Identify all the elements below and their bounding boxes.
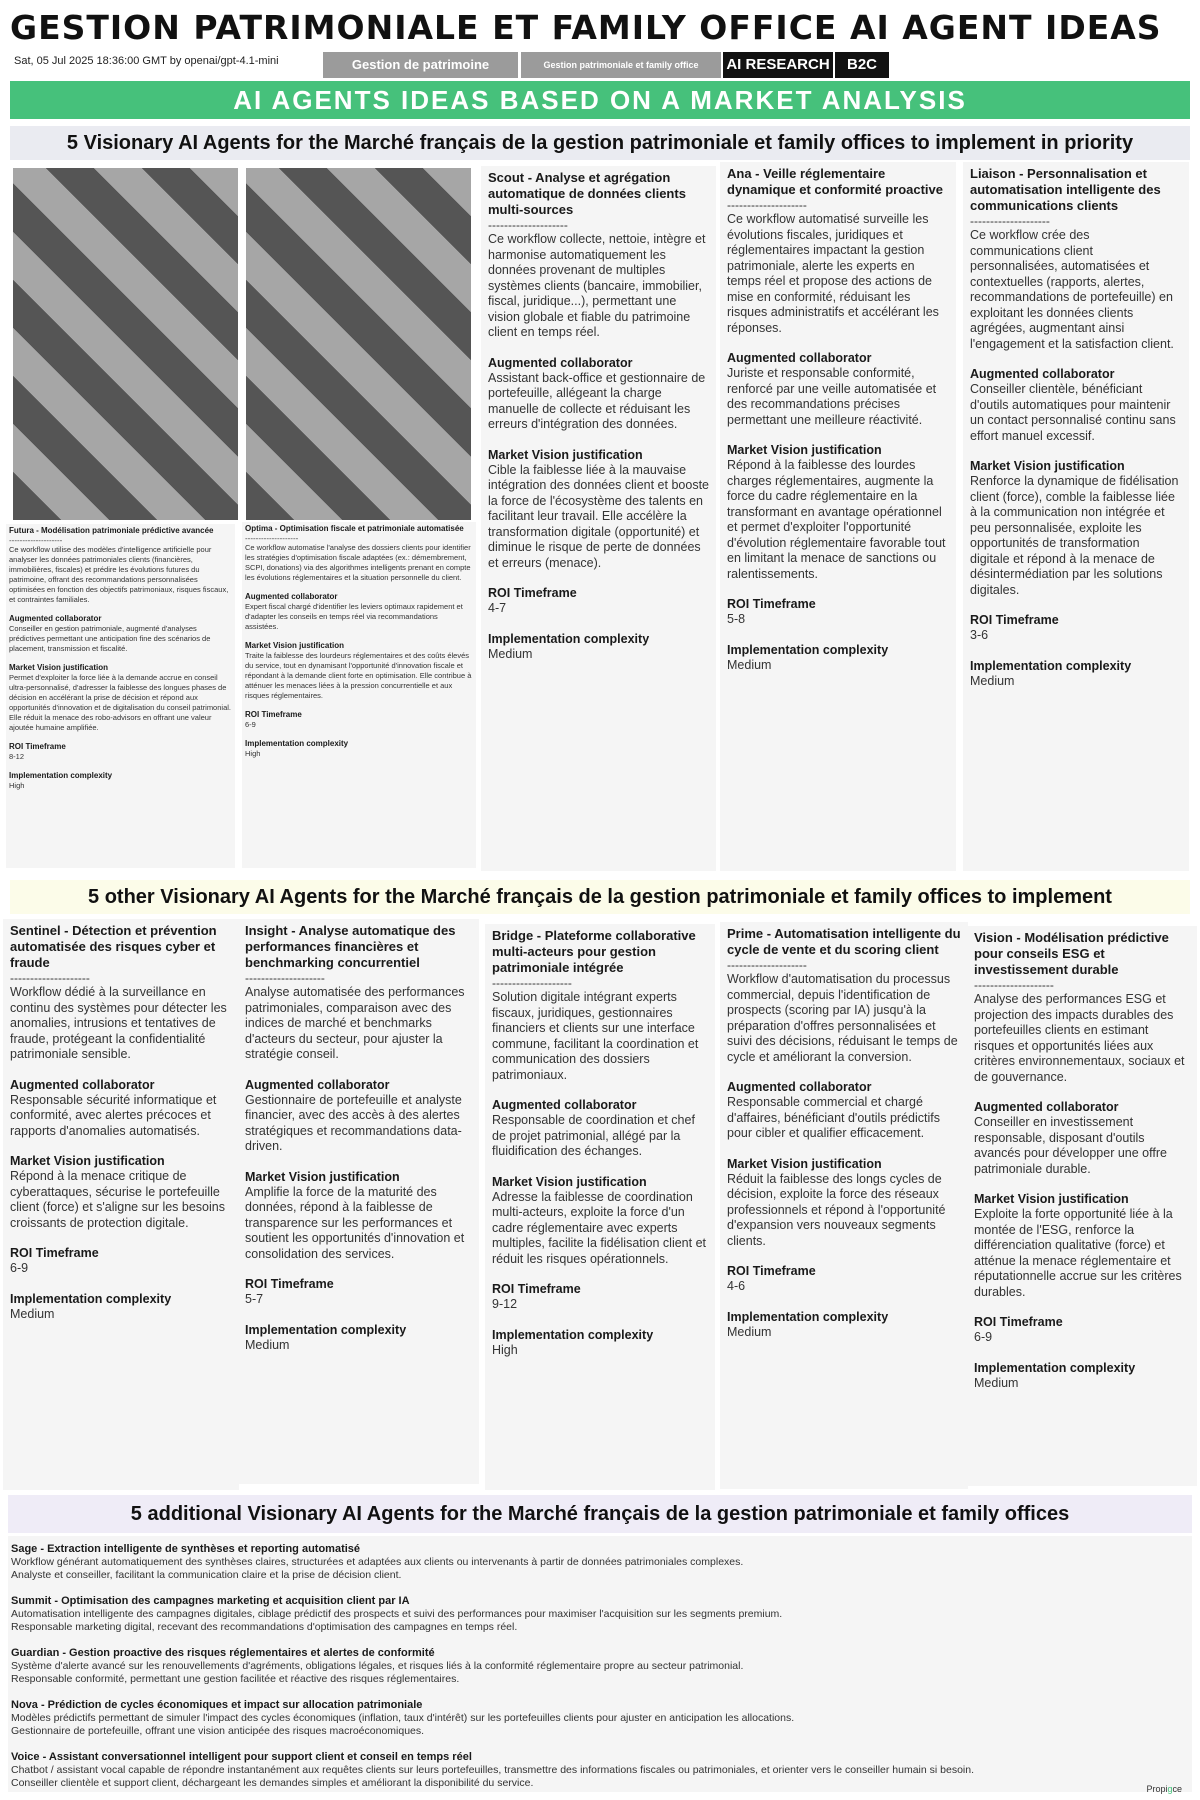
market-vision-text: Amplifie la force de la maturité des données, répond à la faiblesse de transparence sur les performances et soutient les opportunités d'innovation et consolidation des services. [245,1184,465,1261]
date-line: Sat, 05 Jul 2025 18:36:00 GMT by openai/gpt-4.1-mini [14,55,279,67]
tag-gestion-de-patrimoine[interactable]: Gestion de patrimoine [323,52,518,78]
collaborator-label: Augmented collaborator [245,1077,390,1092]
divider: -------------------- [488,218,568,232]
collaborator-text: Responsable sécurité informatique et conformité, avec alertes précoces et rapports d'anomalies automatisés. [10,1092,217,1138]
collaborator-label: Augmented collaborator [488,355,633,370]
agent-name: Liaison - Personnalisation et automatisation intelligente des communications clients [970,166,1161,213]
agent-name: Summit - Optimisation des campagnes marketing et acquisition client par IA [11,1595,410,1607]
banner: AI AGENTS IDEAS BASED ON A MARKET ANALYSIS [10,81,1190,119]
collaborator-text: Juriste et responsable conformité, renforcé par une veille automatisée et des recommandations précises permettant une meilleure réactivité. [727,366,937,427]
agent-name: Scout - Analyse et agrégation automatique de données clients multi-sources [488,170,686,217]
market-vision-text: Renforce la dynamique de fidélisation client (force), comble la faiblesse liée à la communication non intégrée et peu personnalisée, exploite les opportunités de transformation digitale et répond à la menace de désintermédiation par les solutions digitales. [970,474,1179,597]
collaborator-label: Augmented collaborator [970,367,1115,381]
section-additional-title: 5 additional Visionary AI Agents for the Marché français de la gestion patrimoniale et family offices [8,1495,1192,1533]
agent-description: Analyse des performances ESG et projection des impacts durables des portefeuilles clients en estimant risques et opportunités liées aux critères environnementaux, sociaux et de gouvernance. [974,992,1185,1084]
roi-label: ROI Timeframe [970,613,1059,627]
agent-description: Ce workflow crée des communications client personnalisées, automatisées et contextuelles (rapports, alertes, recommandations de portefeuille) en exploitant les données clients agrégées, augmentant ainsi l'engagement et la satisfaction client. [970,228,1174,351]
roi-value: 8-12 [9,752,25,761]
agent-card-sentinel [3,919,239,1490]
divider: -------------------- [727,958,807,972]
complexity-label: Implementation complexity [10,1291,172,1306]
market-vision-label: Market Vision justification [245,641,344,650]
collaborator-label: Augmented collaborator [727,1080,872,1094]
divider: -------------------- [10,971,90,985]
roi-value: 6-9 [10,1261,29,1275]
collaborator-text: Responsable de coordination et chef de projet patrimonial, allégé par la fluidification des échanges. [492,1113,695,1158]
collaborator-label: Augmented collaborator [10,1077,155,1092]
roi-label: ROI Timeframe [9,742,66,751]
complexity-value: Medium [488,646,533,661]
additional-agents-list [8,1536,1192,1792]
agent-card-optima [242,522,476,868]
tag-gestion-patrimoniale-family-office[interactable]: Gestion patrimoniale et family office [521,52,721,78]
agent-name: Vision - Modélisation prédictive pour conseils ESG et investissement durable [974,930,1169,977]
complexity-label: Implementation complexity [245,1322,407,1337]
divider: -------------------- [9,536,63,545]
divider: -------------------- [727,198,807,212]
collaborator-text: Expert fiscal chargé d'identifier les leviers optimaux rapidement et d'adapter les conseils en temps réel via recommandations assistées. [245,602,463,631]
agent-card-vision [967,926,1197,1486]
agent-collaborator: Responsable marketing digital, recevant des recommandations d'optimisation des campagnes en temps réel. [11,1621,518,1633]
market-vision-text: Adresse la faiblesse de coordination multi-acteurs, exploite la force d'un cadre réglementaire avec experts multiples, facilite la fidélisation client et réduit les risques opérationnels. [492,1189,706,1266]
agent-card-insight [238,919,479,1484]
list-item [11,1542,1189,1582]
complexity-value: High [492,1342,518,1357]
agent-description: Système d'alerte avancé sur les renouvellements d'agréments, obligations légales, et risques liés à la conformité réglementaire propre au secteur patrimonial. [11,1660,744,1672]
agent-collaborator: Responsable conformité, permettant une gestion facilitée et réactive des risques réglementaires. [11,1673,460,1685]
divider: -------------------- [245,971,325,985]
complexity-value: Medium [727,1324,772,1339]
complexity-label: Implementation complexity [970,658,1132,673]
market-vision-text: Cible la faiblesse liée à la mauvaise intégration des données client et booste la force de l'écosystème des talents en facilitant leur travail. Elle accélère la transformation digitale (opportunité) et diminue le risque de perte de données et erreurs (menace). [488,462,709,570]
agent-description: Ce workflow automatisé surveille les évolutions fiscales, juridiques et réglementaires impactant la gestion patrimoniale, alerte les experts en temps réel et propose des actions de mise en conformité, réduisant les risques administratifs et accélérant les réponses. [727,212,939,335]
agent-name: Bridge - Plateforme collaborative multi-acteurs pour gestion patrimoniale intégrée [492,928,696,975]
agent-name: Optima - Optimisation fiscale et patrimoniale automatisée [245,524,464,533]
divider: -------------------- [974,978,1054,992]
brand-logo[interactable] [1146,1784,1182,1794]
collaborator-text: Conseiller en gestion patrimoniale, augmenté d'analyses prédictives permettant une anticipation fine des scénarios de placement, transmission et fiscalité. [9,624,211,653]
section-priority-title: 5 Visionary AI Agents for the Marché français de la gestion patrimoniale et family offices to implement in priority [10,126,1190,160]
market-vision-text: Répond à la menace critique de cyberattaques, sécurise le portefeuille client (force) et s'aligne sur les besoins croissants de protection digitale. [10,1169,225,1230]
collaborator-text: Conseiller en investissement responsable, disposant d'outils avancés pour développer une offre patrimoniale durable. [974,1115,1167,1176]
section-other-title: 5 other Visionary AI Agents for the Marché français de la gestion patrimoniale et family offices to implement [10,880,1190,914]
collaborator-text: Assistant back-office et gestionnaire de portefeuille, allégeant la charge manuelle de collecte et réduisant les erreurs d'intégration des données. [488,370,706,431]
complexity-value: Medium [245,1337,290,1352]
page-title: GESTION PATRIMONIALE ET FAMILY OFFICE AI AGENT IDEAS [10,8,1162,47]
list-item [11,1594,1189,1634]
agent-description: Ce workflow utilise des modèles d'intelligence artificielle pour analyser les données patrimoniales clients (financières, immobilières, fiscales) et prédire les évolutions futures du patrimoine, offrant des recommandations personnalisées optimisées en fonction des objectifs patrimoniaux, risques fiscaux, et contraintes familiales. [9,545,229,604]
complexity-value: Medium [10,1306,55,1321]
agent-description: Workflow d'automatisation du processus commercial, depuis l'identification de prospects (scoring par IA) jusqu'à la préparation d'offres personnalisées et suivi des décisions, réduisant le temps de cycle et améliorant la conversion. [727,972,958,1064]
market-vision-label: Market Vision justification [245,1169,400,1184]
collaborator-label: Augmented collaborator [245,592,338,601]
collaborator-text: Responsable commercial et chargé d'affaires, bénéficiant d'outils prédictifs pour cibler et qualifier efficacement. [727,1095,940,1140]
agent-card-bridge [485,924,715,1490]
tag-b2c[interactable]: B2C [835,52,889,78]
complexity-label: Implementation complexity [9,771,113,780]
market-vision-label: Market Vision justification [727,443,882,457]
brand-text-a: Propi [1146,1784,1168,1794]
market-vision-text: Exploite la forte opportunité liée à la montée de l'ESG, renforce la différenciation qualitative (force) et atténue la menace réglementaire et réputationnelle accrue sur les critères durables. [974,1207,1182,1299]
roi-label: ROI Timeframe [245,710,302,719]
agent-description: Analyse automatisée des performances patrimoniales, comparaison avec des indices de marché et benchmarks d'acteurs du secteur, pour ajuster la stratégie conseil. [245,985,465,1061]
list-item [11,1646,1189,1686]
market-vision-label: Market Vision justification [488,447,643,462]
agent-description: Workflow générant automatiquement des synthèses claires, structurées et adaptées aux clients ou intervenants à partir de données patrimoniales complexes. [11,1556,744,1568]
agent-name: Futura - Modélisation patrimoniale prédictive avancée [9,526,214,535]
list-item [11,1698,1189,1738]
collaborator-text: Conseiller clientèle, bénéficiant d'outils automatiques pour maintenir un contact personnalisé continu sans effort manuel excessif. [970,382,1176,443]
agent-card-ana [720,162,956,871]
roi-label: ROI Timeframe [488,586,577,600]
agent-description: Automatisation intelligente des campagnes digitales, ciblage prédictif des prospects et suivi des performances pour maximiser l'acquisition sur les segments premium. [11,1608,783,1620]
agent-name: Guardian - Gestion proactive des risques réglementaires et alertes de conformité [11,1647,435,1659]
roi-label: ROI Timeframe [727,597,816,611]
complexity-label: Implementation complexity [727,642,889,657]
roi-value: 3-6 [970,628,989,642]
agent-card-scout [481,166,716,871]
tag-ai-research[interactable]: AI RESEARCH [723,52,833,78]
complexity-value: Medium [974,1375,1019,1390]
market-vision-label: Market Vision justification [970,459,1125,473]
roi-value: 5-8 [727,612,746,626]
agent-card-liaison [963,162,1189,871]
market-vision-label: Market Vision justification [974,1192,1129,1206]
agent-collaborator: Conseiller clientèle et support client, déchargeant les demandes simples et améliorant la disponibilité du service. [11,1777,534,1789]
complexity-label: Implementation complexity [245,739,349,748]
complexity-value: High [9,781,25,790]
agent-name: Prime - Automatisation intelligente du cycle de vente et du scoring client [727,926,961,957]
complexity-label: Implementation complexity [492,1327,654,1342]
agent-collaborator: Analyste et conseiller, facilitant la communication claire et la prise de décision client. [11,1569,402,1581]
brand-text-c: ce [1172,1784,1182,1794]
agent-card-futura [6,524,235,868]
list-item [11,1750,1189,1790]
roi-value: 6-9 [974,1330,993,1344]
divider: -------------------- [245,534,299,543]
placeholder-image [246,168,471,520]
roi-label: ROI Timeframe [492,1282,581,1296]
agent-description: Ce workflow collecte, nettoie, intègre et harmonise automatiquement les données provenant de multiples systèmes clients (bancaire, immobilier, fiscal, juridique...), permettant une vision globale et fiable du patrimoine client en temps réel. [488,232,706,339]
agent-name: Insight - Analyse automatique des performances financières et benchmarking concurrentiel [245,923,456,970]
market-vision-label: Market Vision justification [727,1156,882,1171]
complexity-value: High [245,749,261,758]
agent-description: Chatbot / assistant vocal capable de répondre instantanément aux requêtes clients sur leurs portefeuilles, transmettre des informations fiscales ou patrimoniales, et orienter vers le conseiller humain si besoin. [11,1764,975,1776]
collaborator-label: Augmented collaborator [727,351,872,365]
market-vision-text: Traite la faiblesse des lourdeurs réglementaires et des coûts élevés du service, tout en dynamisant l'opportunité d'innovation fiscale et répondant à la demande client forte en optimisation. Elle contribue à atténuer les menaces liées à la pression concurrentielle et aux risques réglementaires. [245,651,472,700]
market-vision-text: Répond à la faiblesse des lourdes charges réglementaires, augmente la force du cadre réglementaire en la transformant en avantage opérationnel et permet d'exploiter l'opportunité d'évolution réglementaire favorable tout en limitant la menace de sanctions ou ralentissements. [727,458,946,581]
divider: -------------------- [970,214,1050,228]
agent-name: Sage - Extraction intelligente de synthèses et reporting automatisé [11,1543,361,1555]
agent-name: Nova - Prédiction de cycles économiques et impact sur allocation patrimoniale [11,1699,423,1711]
agent-card-prime [720,922,968,1489]
roi-value: 4-7 [488,601,507,615]
roi-label: ROI Timeframe [727,1264,816,1278]
complexity-label: Implementation complexity [974,1360,1136,1375]
agent-name: Sentinel - Détection et prévention automatisée des risques cyber et fraude [10,923,217,970]
placeholder-image [13,168,238,520]
market-vision-label: Market Vision justification [492,1174,647,1189]
complexity-value: Medium [727,657,772,672]
collaborator-label: Augmented collaborator [974,1100,1119,1114]
complexity-value: Medium [970,673,1015,688]
complexity-label: Implementation complexity [488,631,650,646]
roi-value: 6-9 [245,720,256,729]
roi-value: 5-7 [245,1292,264,1306]
agent-name: Voice - Assistant conversationnel intelligent pour support client et conseil en temps réel [11,1751,472,1763]
agent-description: Ce workflow automatise l'analyse des dossiers clients pour identifier les stratégies d'optimisation fiscale adaptées (ex.: démembrement, SCPI, donations) via des algorithmes intelligents prenant en compte les évolutions réglementaires et la situation personnelle du client. [245,543,471,582]
agent-image-optima [246,168,471,520]
roi-label: ROI Timeframe [245,1277,334,1291]
roi-value: 4-6 [727,1279,746,1293]
collaborator-label: Augmented collaborator [492,1098,637,1112]
collaborator-label: Augmented collaborator [9,614,102,623]
roi-label: ROI Timeframe [10,1246,99,1260]
roi-label: ROI Timeframe [974,1315,1063,1329]
market-vision-text: Permet d'exploiter la force liée à la demande accrue en conseil ultra-personnalisé, d'adresser la faiblesse des longues phases de décision en accélérant la prise de décision et répond aux opportunités d'innovation et de digitalisation du conseil patrimonial. Elle réduit la menace des robo-advisors en offrant une valeur ajoutée humaine amplifiée. [9,673,231,732]
agent-description: Workflow dédié à la surveillance en continu des systèmes pour détecter les anomalies, intrusions et tentatives de fraude, protégeant la confidentialité patrimoniale sensible. [10,985,227,1061]
agent-name: Ana - Veille réglementaire dynamique et conformité proactive [727,166,943,197]
agent-description: Modèles prédictifs permettant de simuler l'impact des cycles économiques (inflation, taux d'intérêt) sur les portefeuilles clients pour ajuster en anticipation les allocations. [11,1712,795,1724]
brand-text-accent: g [1167,1784,1173,1794]
divider: -------------------- [492,976,572,990]
agent-description: Solution digitale intégrant experts fiscaux, juridiques, gestionnaires financiers et clients sur une interface commune, facilitant la coordination et communication des dossiers patrimoniaux. [492,990,699,1082]
agent-image-futura [13,168,238,520]
collaborator-text: Gestionnaire de portefeuille et analyste financier, avec des accès à des alertes stratégiques et recommandations data-driven. [245,1092,462,1153]
market-vision-text: Réduit la faiblesse des longs cycles de décision, exploite la force des réseaux professionnels et répond à l'opportunité d'expansion vers nouveaux segments clients. [727,1171,946,1248]
meta-row [10,52,1190,78]
agent-collaborator: Gestionnaire de portefeuille, offrant une vision anticipée des risques macroéconomiques. [11,1725,425,1737]
complexity-label: Implementation complexity [727,1309,889,1324]
market-vision-label: Market Vision justification [10,1154,165,1168]
market-vision-label: Market Vision justification [9,663,108,672]
roi-value: 9-12 [492,1297,518,1311]
